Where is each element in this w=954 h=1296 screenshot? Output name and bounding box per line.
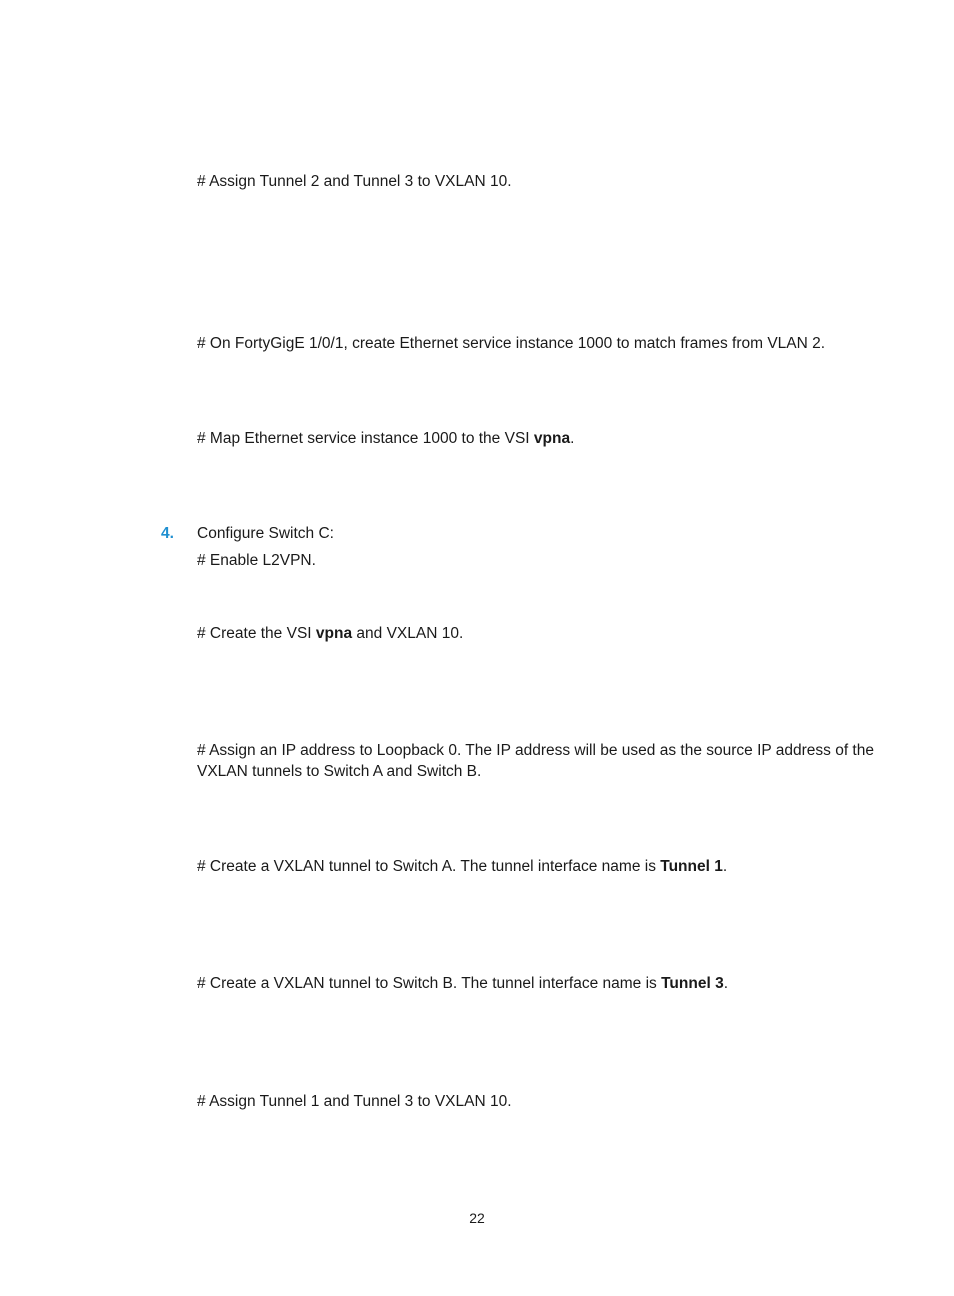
text: and VXLAN 10.	[352, 625, 464, 642]
para-create-vsi	[197, 623, 463, 644]
step-number: 4.	[161, 525, 174, 542]
para-assign-tunnels-switch-c: # Assign Tunnel 1 and Tunnel 3 to VXLAN 10.	[197, 1093, 512, 1110]
text: .	[723, 975, 728, 992]
page-number: 22	[469, 1210, 485, 1226]
para-enable-l2vpn: # Enable L2VPN.	[197, 552, 316, 569]
text: .	[722, 858, 728, 875]
vsi-name: vpna	[315, 625, 353, 642]
text: # Create the VSI	[197, 625, 316, 642]
text: # Create a VXLAN tunnel to Switch B. The tunnel interface name is	[197, 975, 662, 992]
text: # Create a VXLAN tunnel to Switch A. The tunnel interface name is	[197, 858, 661, 875]
para-tunnel-switch-a	[197, 856, 727, 877]
para-assign-tunnels-switch-b: # Assign Tunnel 2 and Tunnel 3 to VXLAN 10.	[197, 173, 512, 190]
para-tunnel-switch-b	[197, 973, 728, 994]
tunnel-name: Tunnel 1	[660, 858, 723, 875]
para-map-service-instance	[197, 428, 574, 449]
vsi-name: vpna	[533, 430, 571, 447]
para-loopback: # Assign an IP address to Loopback 0. The IP address will be used as the source IP address of the VXLAN tunnels to Switch A and Switch B.	[197, 742, 874, 780]
tunnel-name: Tunnel 3	[661, 975, 724, 992]
text: .	[570, 430, 575, 447]
text: # Map Ethernet service instance 1000 to the VSI	[197, 430, 534, 447]
para-service-instance: # On FortyGigE 1/0/1, create Ethernet service instance 1000 to match frames from VLAN 2.	[197, 335, 826, 352]
step-label: Configure Switch C:	[197, 525, 334, 542]
